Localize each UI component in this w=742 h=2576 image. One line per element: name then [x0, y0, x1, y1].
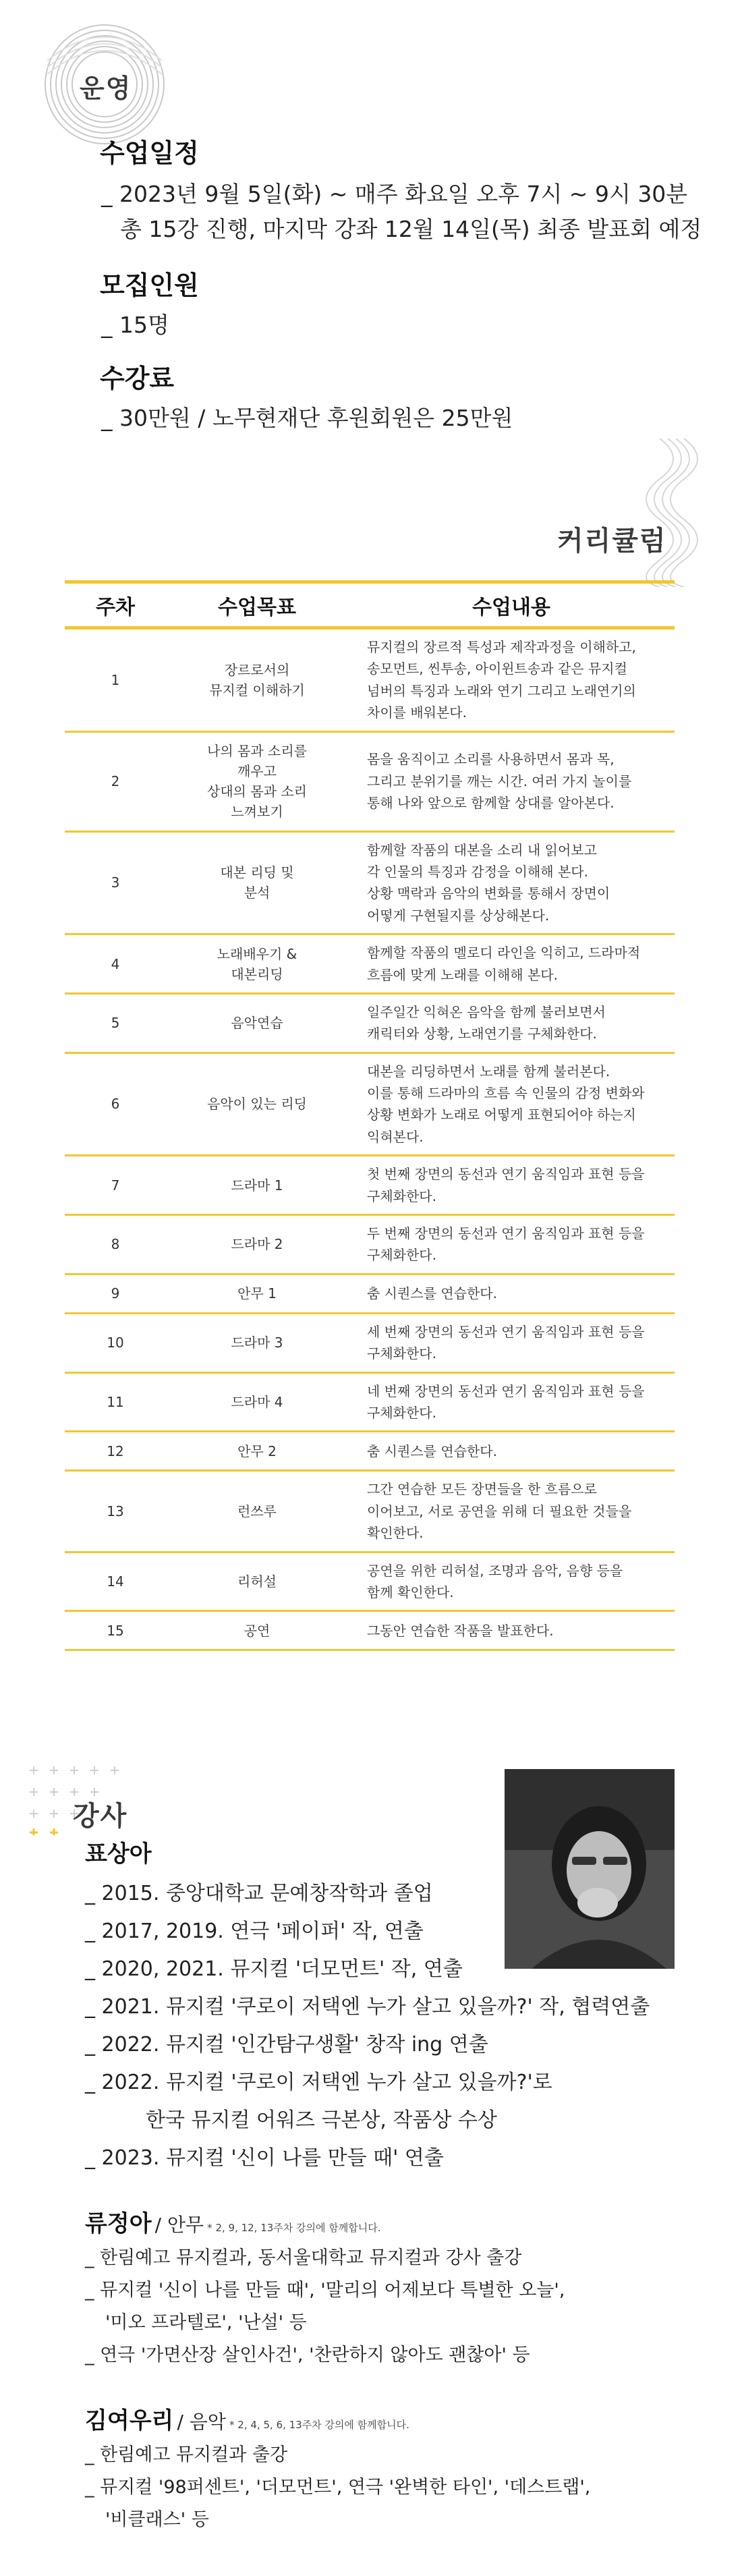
instructor-second-role: / 안무	[154, 2214, 204, 2236]
main-career-5: _ 2022. 뮤지컬 '인간탐구생활' 창작 ing 연출	[85, 2033, 488, 2056]
schedule-heading: 수업일정	[100, 138, 199, 168]
table-row	[65, 1156, 675, 1215]
content-cell: 세 번째 장면의 동선과 연기 움직임과 표현 등을 구체화한다.	[348, 1313, 675, 1372]
goal-cell: 런쓰루	[237, 1503, 277, 1519]
week-cell: 1	[65, 628, 166, 732]
week-cell: 11	[65, 1372, 166, 1432]
third-career-1: _ 한림예고 뮤지컬과 출강	[85, 2444, 288, 2465]
second-career-2: _ 뮤지컬 '신이 나를 만들 때', '말리의 어제보다 특별한 오늘',	[85, 2280, 565, 2301]
week-cell: 3	[65, 831, 166, 934]
table-row	[65, 1053, 675, 1156]
content-cell: 네 번째 장면의 동선과 연기 움직임과 표현 등을 구체화한다.	[348, 1372, 675, 1432]
content-cell: 춤 시퀀스를 연습한다.	[348, 1432, 675, 1471]
content-cell: 뮤지컬의 장르적 특성과 제작과정을 이해하고, 송모먼트, 씬투송, 아이윈트송과 같은 뮤지컬 넘버의 특징과 노래와 연기 그리고 노래연기의 차이를 배워본다.	[348, 628, 675, 732]
week-cell: 13	[65, 1471, 166, 1552]
instructor-photo	[505, 1769, 675, 1969]
content-cell: 몸을 움직이고 소리를 사용하면서 몸과 목, 그리고 분위기를 깨는 시간. 여러 가지 놀이를 통해 나와 앞으로 함께할 상대를 알아본다.	[348, 731, 675, 831]
week-cell: 14	[65, 1552, 166, 1611]
instructor-second-note: * 2, 9, 12, 13주차 강의에 함께합니다.	[207, 2222, 381, 2234]
goal-cell: 안무 2	[237, 1443, 277, 1459]
instructor-third-name: 김여우리	[85, 2407, 174, 2434]
table-row	[65, 1611, 675, 1650]
content-cell: 공연을 위한 리허설, 조명과 음악, 음향 등을 함께 확인한다.	[348, 1552, 675, 1611]
week-cell: 2	[65, 731, 166, 831]
week-cell: 15	[65, 1611, 166, 1650]
goal-cell: 공연	[244, 1622, 270, 1639]
third-career-2: _ 뮤지컬 '98퍼센트', '더모먼트', 연극 '완벽한 타인', '데스트랩',	[85, 2477, 591, 2498]
second-career-4: _ 연극 '가면산장 살인사건', '찬란하지 않아도 괜찮아' 등	[85, 2345, 530, 2365]
goal-cell: 드라마 4	[231, 1393, 283, 1410]
goal-cell: 나의 몸과 소리를 깨우고 상대의 몸과 소리 느껴보기	[207, 743, 307, 820]
recruit-line-1: _ 15명	[101, 312, 169, 338]
instructor-third-note: * 2, 4, 5, 6, 13주차 강의에 함께합니다.	[229, 2419, 409, 2431]
fee-heading: 수강료	[100, 364, 175, 393]
third-career-3: '비클래스' 등	[105, 2509, 209, 2530]
second-career-3: '미오 프라텔로', '난설' 등	[105, 2312, 307, 2333]
week-cell: 6	[65, 1053, 166, 1156]
schedule-line-1: _ 2023년 9월 5일(화) ~ 매주 화요일 오후 7시 ~ 9시 30분	[101, 181, 688, 207]
content-cell: 일주일간 익혀온 음악을 함께 불러보면서 캐릭터와 상황, 노래연기를 구체화한다.	[348, 993, 675, 1053]
table-row	[65, 934, 675, 994]
content-cell: 함께할 작품의 대본을 소리 내 읽어보고 각 인물의 특징과 감정을 이해해 본다. 상황 맥락과 음악의 변화를 통해서 장면이 어떻게 구현될지를 상상해본다.	[348, 831, 675, 934]
content-cell: 함께할 작품의 멜로디 라인을 익히고, 드라마적 흐름에 맞게 노래를 이해해 본다.	[348, 934, 675, 994]
week-cell: 8	[65, 1215, 166, 1275]
fee-line-1: _ 30만원 / 노무현재단 후원회원은 25만원	[101, 405, 513, 431]
curriculum-header-row	[65, 582, 675, 628]
instructor-third-header	[85, 2402, 409, 2435]
goal-cell: 드라마 1	[231, 1177, 283, 1194]
goal-cell: 안무 1	[237, 1285, 277, 1302]
main-career-3: _ 2020, 2021. 뮤지컬 '더모먼트' 작, 연출	[85, 1957, 463, 1981]
main-career-4: _ 2021. 뮤지컬 '쿠로이 저택엔 누가 살고 있을까?' 작, 협력연출	[85, 1995, 650, 2019]
decorative-wave-icon	[567, 432, 702, 587]
content-cell: 두 번째 장면의 동선과 연기 움직임과 표현 등을 구체화한다.	[348, 1215, 675, 1275]
main-career-7: 한국 뮤지컬 어워즈 극본상, 작품상 수상	[146, 2108, 497, 2132]
week-cell: 9	[65, 1274, 166, 1313]
main-career-8: _ 2023. 뮤지컬 '신이 나를 만들 때' 연출	[85, 2146, 444, 2170]
second-career-1: _ 한림예고 뮤지컬과, 동서울대학교 뮤지컬과 강사 출강	[85, 2247, 522, 2268]
instructor-second-name: 류정아	[85, 2210, 152, 2237]
goal-cell: 드라마 2	[231, 1236, 283, 1253]
goal-cell: 음악연습	[231, 1015, 283, 1032]
content-cell: 춤 시퀀스를 연습한다.	[348, 1274, 675, 1313]
main-career-6: _ 2022. 뮤지컬 '쿠로이 저택엔 누가 살고 있을까?'로	[85, 2071, 552, 2094]
content-cell: 그간 연습한 모든 장면들을 한 흐름으로 이어보고, 서로 공연을 위해 더 필요한 것들을 확인한다.	[348, 1471, 675, 1552]
content-cell: 첫 번째 장면의 동선과 연기 움직임과 표현 등을 구체화한다.	[348, 1156, 675, 1215]
schedule-line-2: 총 15강 진행, 마지막 강좌 12월 14일(목) 최종 발표회 예정	[120, 216, 702, 242]
content-cell: 대본을 리딩하면서 노래를 함께 불러본다. 이를 통해 드라마의 흐름 속 인물의 감정 변화와 상황 변화가 노래로 어떻게 표현되어야 하는지 익혀본다.	[348, 1053, 675, 1156]
header-goal: 수업목표	[166, 582, 348, 628]
operation-title: 운영	[80, 74, 132, 103]
goal-cell: 대본 리딩 및 분석	[220, 864, 294, 901]
instructor-second-header	[85, 2205, 381, 2238]
week-cell: 5	[65, 993, 166, 1053]
table-row	[65, 993, 675, 1053]
goal-cell: 드라마 3	[231, 1335, 283, 1351]
goal-cell: 리허설	[237, 1573, 277, 1590]
table-row	[65, 1432, 675, 1471]
week-cell: 12	[65, 1432, 166, 1471]
table-row	[65, 731, 675, 831]
instructor-main-name: 표상아	[85, 1841, 152, 1868]
table-row	[65, 831, 675, 934]
header-week: 주차	[65, 582, 166, 628]
week-cell: 7	[65, 1156, 166, 1215]
table-row	[65, 628, 675, 732]
table-row	[65, 1372, 675, 1432]
table-row	[65, 1274, 675, 1313]
content-cell: 그동안 연습한 작품을 발표한다.	[348, 1611, 675, 1650]
table-row	[65, 1552, 675, 1611]
header-content: 수업내용	[348, 582, 675, 628]
table-row	[65, 1215, 675, 1275]
instructors-title: 강사	[73, 1801, 128, 1832]
curriculum-title: 커리큘럼	[557, 526, 667, 557]
main-career-2: _ 2017, 2019. 연극 '페이퍼' 작, 연출	[85, 1920, 424, 1943]
curriculum-table	[65, 580, 675, 1651]
goal-cell: 음악이 있는 리딩	[207, 1096, 307, 1113]
main-career-1: _ 2015. 중앙대학교 문예창작학과 졸업	[85, 1882, 433, 1905]
table-row	[65, 1313, 675, 1372]
instructor-third-role: / 음악	[177, 2411, 226, 2433]
week-cell: 10	[65, 1313, 166, 1372]
table-row	[65, 1471, 675, 1552]
recruit-heading: 모집인원	[100, 271, 199, 300]
instructor-photo-icon	[505, 1769, 675, 1969]
week-cell: 4	[65, 934, 166, 994]
goal-cell: 노래배우기 & 대본리딩	[217, 945, 297, 982]
goal-cell: 장르로서의 뮤지컬 이해하기	[209, 661, 305, 698]
